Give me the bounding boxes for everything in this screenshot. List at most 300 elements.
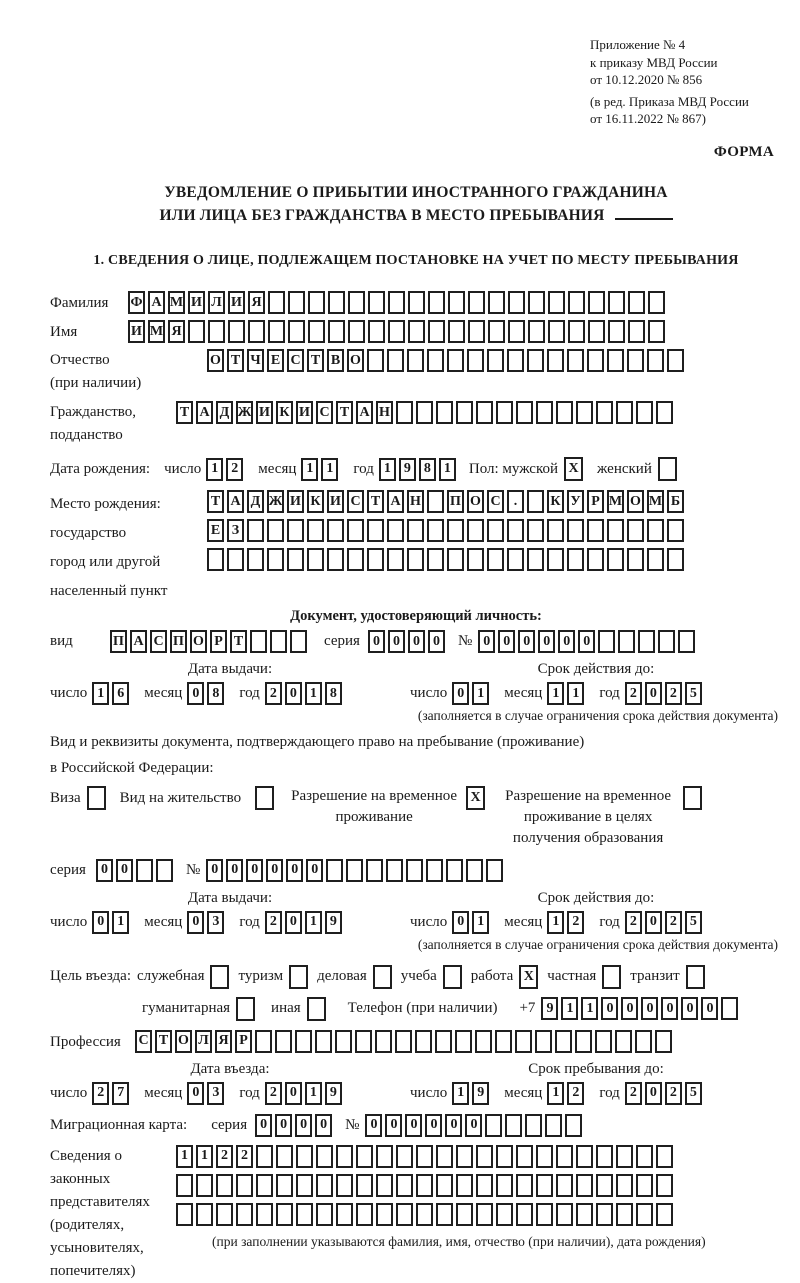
char-box[interactable]: [608, 291, 625, 314]
char-box[interactable]: [576, 401, 593, 424]
char-box[interactable]: [275, 1030, 292, 1053]
char-box[interactable]: [627, 349, 644, 372]
char-box[interactable]: [667, 519, 684, 542]
char-box[interactable]: [356, 1203, 373, 1226]
char-box[interactable]: [236, 1203, 253, 1226]
char-box[interactable]: [367, 519, 384, 542]
char-box[interactable]: [496, 1145, 513, 1168]
char-box[interactable]: [456, 1145, 473, 1168]
char-box[interactable]: 9: [541, 997, 558, 1020]
char-box[interactable]: [270, 630, 287, 653]
char-box[interactable]: [516, 1203, 533, 1226]
char-box[interactable]: [588, 291, 605, 314]
purpose-private-checkbox[interactable]: [602, 965, 621, 989]
char-box[interactable]: [467, 519, 484, 542]
char-box[interactable]: [648, 320, 665, 343]
char-box[interactable]: [456, 401, 473, 424]
char-box[interactable]: 0: [285, 1082, 302, 1105]
char-box[interactable]: [196, 1203, 213, 1226]
char-box[interactable]: 0: [405, 1114, 422, 1137]
char-box[interactable]: [448, 291, 465, 314]
char-box[interactable]: [427, 490, 444, 513]
purpose-tourism-checkbox[interactable]: [289, 965, 308, 989]
char-box[interactable]: 2: [226, 458, 243, 481]
char-box[interactable]: 2: [567, 1082, 584, 1105]
char-box[interactable]: [567, 548, 584, 571]
char-box[interactable]: [327, 519, 344, 542]
char-box[interactable]: 1: [581, 997, 598, 1020]
char-box[interactable]: 1: [206, 458, 223, 481]
char-box[interactable]: 9: [325, 911, 342, 934]
char-box[interactable]: [636, 1174, 653, 1197]
char-box[interactable]: 1: [567, 682, 584, 705]
char-box[interactable]: [608, 320, 625, 343]
char-box[interactable]: [628, 320, 645, 343]
char-box[interactable]: [536, 401, 553, 424]
char-box[interactable]: [207, 548, 224, 571]
char-box[interactable]: Н: [407, 490, 424, 513]
char-box[interactable]: [618, 630, 635, 653]
char-box[interactable]: [416, 1145, 433, 1168]
char-box[interactable]: [516, 401, 533, 424]
char-box[interactable]: И: [327, 490, 344, 513]
char-box[interactable]: 0: [645, 1082, 662, 1105]
char-box[interactable]: [576, 1145, 593, 1168]
purpose-work-checkbox[interactable]: X: [519, 965, 538, 989]
purpose-humanitarian-checkbox[interactable]: [236, 997, 255, 1021]
char-box[interactable]: 0: [645, 682, 662, 705]
char-box[interactable]: [468, 320, 485, 343]
char-box[interactable]: 0: [365, 1114, 382, 1137]
char-box[interactable]: 0: [645, 911, 662, 934]
char-box[interactable]: [447, 548, 464, 571]
char-box[interactable]: 1: [321, 458, 338, 481]
char-box[interactable]: [655, 1030, 672, 1053]
char-box[interactable]: [568, 291, 585, 314]
char-box[interactable]: 1: [472, 682, 489, 705]
char-box[interactable]: Р: [210, 630, 227, 653]
char-box[interactable]: [636, 401, 653, 424]
char-box[interactable]: Ч: [247, 349, 264, 372]
char-box[interactable]: А: [227, 490, 244, 513]
char-box[interactable]: [505, 1114, 522, 1137]
char-box[interactable]: Т: [155, 1030, 172, 1053]
char-box[interactable]: [455, 1030, 472, 1053]
char-box[interactable]: [607, 548, 624, 571]
char-box[interactable]: А: [387, 490, 404, 513]
char-box[interactable]: Ж: [236, 401, 253, 424]
char-box[interactable]: [576, 1174, 593, 1197]
char-box[interactable]: 0: [116, 859, 133, 882]
char-box[interactable]: [387, 349, 404, 372]
char-box[interactable]: 2: [92, 1082, 109, 1105]
char-box[interactable]: М: [148, 320, 165, 343]
char-box[interactable]: А: [196, 401, 213, 424]
char-box[interactable]: [407, 548, 424, 571]
char-box[interactable]: [466, 859, 483, 882]
char-box[interactable]: [647, 519, 664, 542]
char-box[interactable]: И: [296, 401, 313, 424]
char-box[interactable]: [247, 519, 264, 542]
char-box[interactable]: Р: [587, 490, 604, 513]
char-box[interactable]: .: [507, 490, 524, 513]
char-box[interactable]: 1: [439, 458, 456, 481]
char-box[interactable]: П: [110, 630, 127, 653]
char-box[interactable]: [596, 1203, 613, 1226]
char-box[interactable]: [406, 859, 423, 882]
char-box[interactable]: [595, 1030, 612, 1053]
char-box[interactable]: 0: [641, 997, 658, 1020]
char-box[interactable]: [436, 401, 453, 424]
char-box[interactable]: 2: [665, 1082, 682, 1105]
char-box[interactable]: [428, 320, 445, 343]
char-box[interactable]: [176, 1203, 193, 1226]
char-box[interactable]: [196, 1174, 213, 1197]
char-box[interactable]: [388, 320, 405, 343]
char-box[interactable]: [467, 349, 484, 372]
char-box[interactable]: З: [227, 519, 244, 542]
char-box[interactable]: [328, 291, 345, 314]
char-box[interactable]: [658, 630, 675, 653]
char-box[interactable]: 2: [567, 911, 584, 934]
char-box[interactable]: О: [347, 349, 364, 372]
char-box[interactable]: Е: [207, 519, 224, 542]
char-box[interactable]: С: [316, 401, 333, 424]
char-box[interactable]: [475, 1030, 492, 1053]
purpose-business-checkbox[interactable]: [373, 965, 392, 989]
char-box[interactable]: 1: [92, 682, 109, 705]
char-box[interactable]: [548, 291, 565, 314]
char-box[interactable]: [548, 320, 565, 343]
char-box[interactable]: [296, 1203, 313, 1226]
char-box[interactable]: 1: [547, 1082, 564, 1105]
char-box[interactable]: [156, 859, 173, 882]
char-box[interactable]: 6: [112, 682, 129, 705]
char-box[interactable]: 2: [236, 1145, 253, 1168]
char-box[interactable]: [336, 1203, 353, 1226]
char-box[interactable]: [427, 548, 444, 571]
char-box[interactable]: [545, 1114, 562, 1137]
char-box[interactable]: [256, 1145, 273, 1168]
char-box[interactable]: [247, 548, 264, 571]
purpose-official-checkbox[interactable]: [210, 965, 229, 989]
char-box[interactable]: 5: [685, 911, 702, 934]
char-box[interactable]: [208, 320, 225, 343]
char-box[interactable]: [336, 1145, 353, 1168]
char-box[interactable]: [515, 1030, 532, 1053]
char-box[interactable]: [336, 1174, 353, 1197]
char-box[interactable]: [308, 320, 325, 343]
char-box[interactable]: [386, 859, 403, 882]
char-box[interactable]: [596, 1174, 613, 1197]
char-box[interactable]: 1: [305, 1082, 322, 1105]
char-box[interactable]: [536, 1174, 553, 1197]
char-box[interactable]: 0: [558, 630, 575, 653]
char-box[interactable]: [638, 630, 655, 653]
char-box[interactable]: [527, 349, 544, 372]
char-box[interactable]: [436, 1203, 453, 1226]
sex-male-checkbox[interactable]: X: [564, 457, 583, 481]
char-box[interactable]: [407, 349, 424, 372]
char-box[interactable]: 3: [207, 1082, 224, 1105]
char-box[interactable]: [335, 1030, 352, 1053]
char-box[interactable]: [347, 519, 364, 542]
char-box[interactable]: 5: [685, 682, 702, 705]
char-box[interactable]: [587, 349, 604, 372]
char-box[interactable]: [348, 320, 365, 343]
char-box[interactable]: 0: [428, 630, 445, 653]
char-box[interactable]: Ф: [128, 291, 145, 314]
char-box[interactable]: Т: [336, 401, 353, 424]
char-box[interactable]: 8: [325, 682, 342, 705]
char-box[interactable]: 0: [315, 1114, 332, 1137]
char-box[interactable]: М: [647, 490, 664, 513]
char-box[interactable]: 1: [112, 911, 129, 934]
char-box[interactable]: 1: [379, 458, 396, 481]
char-box[interactable]: [366, 859, 383, 882]
char-box[interactable]: О: [627, 490, 644, 513]
char-box[interactable]: [487, 349, 504, 372]
char-box[interactable]: [356, 1174, 373, 1197]
purpose-study-checkbox[interactable]: [443, 965, 462, 989]
char-box[interactable]: [485, 1114, 502, 1137]
char-box[interactable]: [598, 630, 615, 653]
char-box[interactable]: [435, 1030, 452, 1053]
char-box[interactable]: [307, 548, 324, 571]
char-box[interactable]: [476, 401, 493, 424]
char-box[interactable]: [496, 401, 513, 424]
char-box[interactable]: 5: [685, 1082, 702, 1105]
char-box[interactable]: 0: [681, 997, 698, 1020]
char-box[interactable]: [267, 548, 284, 571]
char-box[interactable]: [547, 349, 564, 372]
char-box[interactable]: [587, 519, 604, 542]
char-box[interactable]: 2: [625, 911, 642, 934]
char-box[interactable]: [555, 1030, 572, 1053]
char-box[interactable]: [616, 1174, 633, 1197]
char-box[interactable]: [495, 1030, 512, 1053]
char-box[interactable]: [516, 1174, 533, 1197]
char-box[interactable]: [527, 548, 544, 571]
char-box[interactable]: [565, 1114, 582, 1137]
char-box[interactable]: [525, 1114, 542, 1137]
char-box[interactable]: [256, 1174, 273, 1197]
char-box[interactable]: [528, 320, 545, 343]
char-box[interactable]: Т: [227, 349, 244, 372]
char-box[interactable]: [376, 1145, 393, 1168]
char-box[interactable]: [636, 1203, 653, 1226]
char-box[interactable]: [576, 1203, 593, 1226]
char-box[interactable]: О: [467, 490, 484, 513]
char-box[interactable]: [276, 1174, 293, 1197]
char-box[interactable]: 0: [285, 682, 302, 705]
char-box[interactable]: [328, 320, 345, 343]
char-box[interactable]: [296, 1145, 313, 1168]
char-box[interactable]: Д: [247, 490, 264, 513]
char-box[interactable]: [556, 401, 573, 424]
char-box[interactable]: [607, 349, 624, 372]
char-box[interactable]: 9: [472, 1082, 489, 1105]
char-box[interactable]: 3: [207, 911, 224, 934]
char-box[interactable]: [628, 291, 645, 314]
char-box[interactable]: [375, 1030, 392, 1053]
char-box[interactable]: [656, 1203, 673, 1226]
temp-residence-education-checkbox[interactable]: [683, 786, 702, 810]
char-box[interactable]: [616, 1203, 633, 1226]
char-box[interactable]: [656, 401, 673, 424]
char-box[interactable]: [507, 519, 524, 542]
char-box[interactable]: А: [356, 401, 373, 424]
char-box[interactable]: [508, 291, 525, 314]
char-box[interactable]: [367, 548, 384, 571]
char-box[interactable]: [456, 1174, 473, 1197]
char-box[interactable]: 0: [92, 911, 109, 934]
char-box[interactable]: О: [207, 349, 224, 372]
char-box[interactable]: [316, 1145, 333, 1168]
char-box[interactable]: [487, 548, 504, 571]
char-box[interactable]: С: [287, 349, 304, 372]
char-box[interactable]: К: [307, 490, 324, 513]
char-box[interactable]: [596, 1145, 613, 1168]
char-box[interactable]: С: [150, 630, 167, 653]
char-box[interactable]: [355, 1030, 372, 1053]
char-box[interactable]: [396, 401, 413, 424]
char-box[interactable]: [476, 1145, 493, 1168]
char-box[interactable]: [296, 1174, 313, 1197]
purpose-transit-checkbox[interactable]: [686, 965, 705, 989]
char-box[interactable]: [527, 490, 544, 513]
char-box[interactable]: [656, 1174, 673, 1197]
char-box[interactable]: П: [170, 630, 187, 653]
char-box[interactable]: [568, 320, 585, 343]
char-box[interactable]: 0: [538, 630, 555, 653]
char-box[interactable]: Л: [195, 1030, 212, 1053]
char-box[interactable]: [678, 630, 695, 653]
char-box[interactable]: 0: [621, 997, 638, 1020]
char-box[interactable]: 8: [207, 682, 224, 705]
char-box[interactable]: И: [128, 320, 145, 343]
char-box[interactable]: М: [607, 490, 624, 513]
char-box[interactable]: 0: [96, 859, 113, 882]
char-box[interactable]: [416, 1203, 433, 1226]
char-box[interactable]: [567, 349, 584, 372]
char-box[interactable]: [607, 519, 624, 542]
char-box[interactable]: Л: [208, 291, 225, 314]
char-box[interactable]: И: [188, 291, 205, 314]
char-box[interactable]: 9: [399, 458, 416, 481]
char-box[interactable]: [368, 291, 385, 314]
char-box[interactable]: 0: [388, 630, 405, 653]
char-box[interactable]: [456, 1203, 473, 1226]
char-box[interactable]: С: [135, 1030, 152, 1053]
char-box[interactable]: [396, 1145, 413, 1168]
char-box[interactable]: [316, 1174, 333, 1197]
char-box[interactable]: 2: [625, 682, 642, 705]
char-box[interactable]: 2: [625, 1082, 642, 1105]
char-box[interactable]: [636, 1145, 653, 1168]
char-box[interactable]: [255, 1030, 272, 1053]
char-box[interactable]: [647, 349, 664, 372]
char-box[interactable]: И: [287, 490, 304, 513]
char-box[interactable]: Я: [168, 320, 185, 343]
char-box[interactable]: [426, 859, 443, 882]
char-box[interactable]: [387, 519, 404, 542]
char-box[interactable]: 0: [295, 1114, 312, 1137]
char-box[interactable]: [496, 1174, 513, 1197]
char-box[interactable]: [476, 1203, 493, 1226]
char-box[interactable]: [667, 548, 684, 571]
sex-female-checkbox[interactable]: [658, 457, 677, 481]
char-box[interactable]: [596, 401, 613, 424]
char-box[interactable]: Т: [230, 630, 247, 653]
char-box[interactable]: 0: [187, 911, 204, 934]
char-box[interactable]: 8: [419, 458, 436, 481]
char-box[interactable]: [415, 1030, 432, 1053]
char-box[interactable]: [487, 519, 504, 542]
char-box[interactable]: 2: [216, 1145, 233, 1168]
char-box[interactable]: [288, 320, 305, 343]
char-box[interactable]: 0: [465, 1114, 482, 1137]
char-box[interactable]: 0: [255, 1114, 272, 1137]
char-box[interactable]: 1: [196, 1145, 213, 1168]
char-box[interactable]: И: [228, 291, 245, 314]
char-box[interactable]: [416, 1174, 433, 1197]
char-box[interactable]: [367, 349, 384, 372]
char-box[interactable]: [396, 1203, 413, 1226]
char-box[interactable]: [667, 349, 684, 372]
char-box[interactable]: [287, 548, 304, 571]
char-box[interactable]: [556, 1145, 573, 1168]
char-box[interactable]: Н: [376, 401, 393, 424]
char-box[interactable]: [635, 1030, 652, 1053]
char-box[interactable]: 0: [408, 630, 425, 653]
char-box[interactable]: [276, 1203, 293, 1226]
char-box[interactable]: [536, 1203, 553, 1226]
char-box[interactable]: [615, 1030, 632, 1053]
char-box[interactable]: 0: [266, 859, 283, 882]
char-box[interactable]: 1: [472, 911, 489, 934]
char-box[interactable]: У: [567, 490, 584, 513]
char-box[interactable]: [488, 291, 505, 314]
char-box[interactable]: [428, 291, 445, 314]
char-box[interactable]: [627, 548, 644, 571]
char-box[interactable]: 0: [306, 859, 323, 882]
char-box[interactable]: [307, 519, 324, 542]
char-box[interactable]: [396, 1174, 413, 1197]
char-box[interactable]: С: [487, 490, 504, 513]
char-box[interactable]: [227, 548, 244, 571]
char-box[interactable]: [446, 859, 463, 882]
char-box[interactable]: [575, 1030, 592, 1053]
char-box[interactable]: 0: [601, 997, 618, 1020]
char-box[interactable]: Ж: [267, 490, 284, 513]
char-box[interactable]: [346, 859, 363, 882]
char-box[interactable]: [407, 519, 424, 542]
char-box[interactable]: [507, 548, 524, 571]
char-box[interactable]: [326, 859, 343, 882]
char-box[interactable]: Я: [248, 291, 265, 314]
char-box[interactable]: 0: [578, 630, 595, 653]
char-box[interactable]: [256, 1203, 273, 1226]
char-box[interactable]: Р: [235, 1030, 252, 1053]
char-box[interactable]: [468, 291, 485, 314]
char-box[interactable]: [508, 320, 525, 343]
char-box[interactable]: [188, 320, 205, 343]
char-box[interactable]: [216, 1174, 233, 1197]
char-box[interactable]: [308, 291, 325, 314]
char-box[interactable]: 0: [286, 859, 303, 882]
char-box[interactable]: 2: [265, 1082, 282, 1105]
